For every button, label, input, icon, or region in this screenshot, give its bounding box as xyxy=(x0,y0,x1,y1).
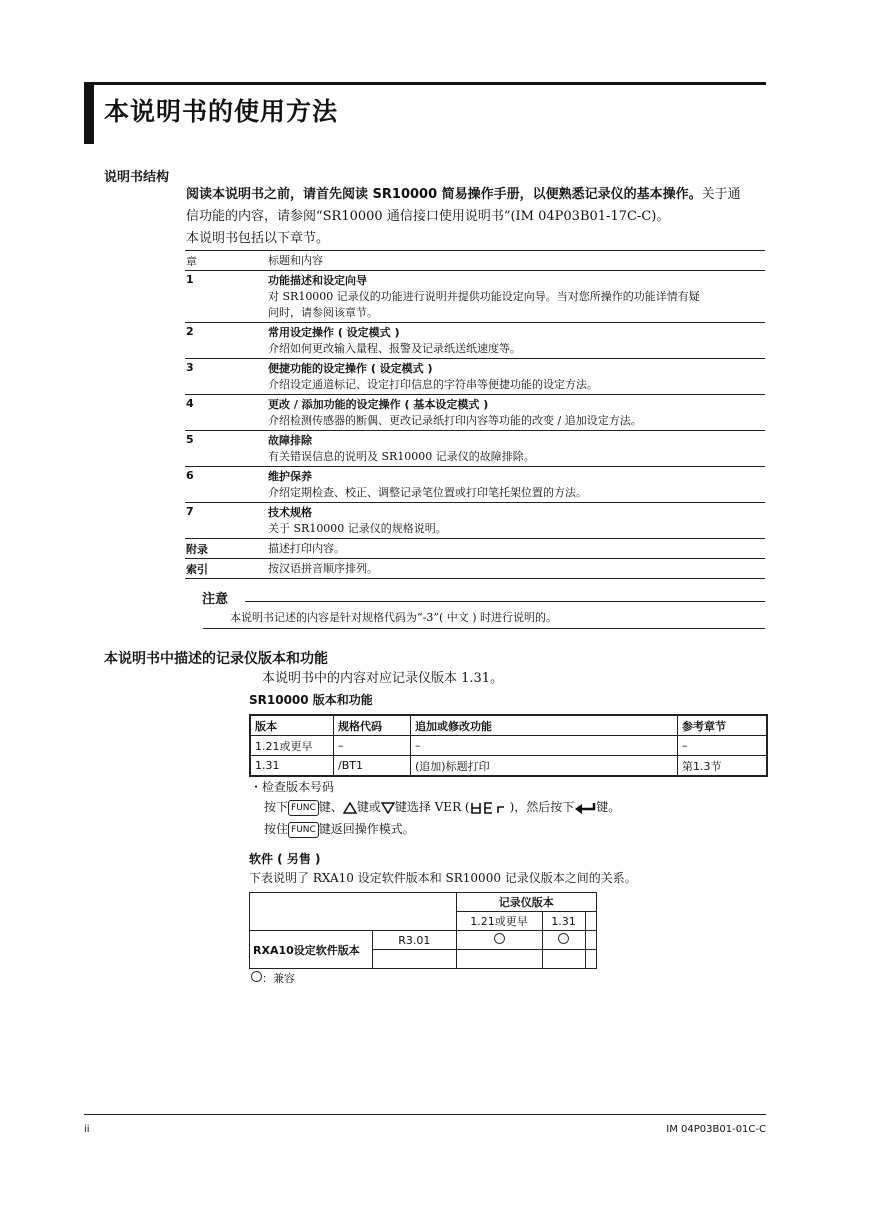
chapter-content xyxy=(268,467,765,502)
down-triangle-icon xyxy=(381,802,395,814)
table-cell-empty xyxy=(585,912,596,931)
chapter-number: 4 xyxy=(186,397,194,410)
chapter-description: 介绍设定通道标记、设定打印信息的字符串等便捷功能的设定方法。 xyxy=(268,378,598,391)
circle-icon xyxy=(494,933,505,944)
table-cell: 1.21或更早 xyxy=(250,736,334,756)
chapter-content xyxy=(268,271,765,322)
recorder-version-header: 记录仪版本 xyxy=(456,893,596,912)
table-cell: 1.31 xyxy=(542,912,585,931)
legend xyxy=(251,970,295,986)
table-cell-empty xyxy=(250,893,457,931)
chapter-content xyxy=(268,359,765,394)
check-step-1 xyxy=(264,798,620,816)
chapter-number: 索引 xyxy=(186,563,208,576)
step2-text-a: 按住 xyxy=(264,822,289,836)
structure-intro xyxy=(186,184,776,250)
circle-icon xyxy=(251,971,262,982)
table-cell-empty xyxy=(456,950,542,969)
vt-col-code: 规格代码 xyxy=(334,715,411,736)
chapter-number: 5 xyxy=(186,433,194,446)
table-row xyxy=(185,503,765,539)
chapter-number: 7 xyxy=(186,505,194,518)
table-cell: 第1.3节 xyxy=(678,756,768,777)
software-row-label: RXA10设定软件版本 xyxy=(250,931,373,969)
enter-key-icon xyxy=(574,802,596,814)
table-row xyxy=(185,431,765,467)
step1-text-b: 键、 xyxy=(318,800,343,814)
table-row xyxy=(185,539,765,559)
legend-text: ：兼容 xyxy=(262,972,295,985)
circle-icon xyxy=(558,933,569,944)
table-cell: – xyxy=(678,736,768,756)
chapter-table-header xyxy=(185,250,765,271)
chapter-number: 6 xyxy=(186,469,194,482)
chapter-content xyxy=(268,539,765,558)
footer-rule xyxy=(84,1114,766,1115)
chapter-title: 故障排除 xyxy=(268,434,312,447)
func-key-icon: FUNC xyxy=(288,800,319,816)
software-table xyxy=(249,892,597,969)
table-cell-empty xyxy=(585,931,596,950)
chapter-content xyxy=(268,503,765,538)
compat-mark xyxy=(542,931,585,950)
software-heading: 软件 ( 另售 ) xyxy=(249,852,321,866)
chapter-description: 介绍如何更改输入量程、报警及记录纸送纸速度等。 xyxy=(268,342,521,355)
step2-text-b: 键返回操作模式。 xyxy=(318,822,415,836)
vt-col-ref: 参考章节 xyxy=(678,715,768,736)
chapter-content xyxy=(268,431,765,466)
version-heading: 本说明书中描述的记录仪版本和功能 xyxy=(104,651,328,667)
chapter-title: 维护保养 xyxy=(268,470,312,483)
header-rule xyxy=(84,82,766,85)
intro-bold: 阅读本说明书之前，请首先阅读 SR10000 简易操作手册，以便熟悉记录仪的基本操作。 xyxy=(186,187,702,202)
chapter-title: 功能描述和设定向导 xyxy=(268,274,367,287)
chapter-title: 便捷功能的设定操作 ( 设定模式 ) xyxy=(268,362,433,375)
table-row xyxy=(250,756,767,777)
table-row xyxy=(185,467,765,503)
step1-text-e: )，然后按下 xyxy=(509,800,575,814)
version-line: 本说明书中的内容对应记录仪版本 1.31。 xyxy=(262,671,504,686)
step1-text-d: 键选择 VER ( xyxy=(394,800,470,814)
table-cell-empty xyxy=(373,950,457,969)
table-row xyxy=(250,931,597,950)
up-triangle-icon xyxy=(343,802,357,814)
document-number: IM 04P03B01-01C-C xyxy=(666,1124,766,1135)
table-cell: /BT1 xyxy=(334,756,411,777)
chapter-table xyxy=(185,250,765,579)
vt-col-function: 追加或修改功能 xyxy=(411,715,678,736)
chapter-number: 1 xyxy=(186,273,194,286)
check-version-title: ・检查版本号码 xyxy=(250,780,335,794)
table-cell: R3.01 xyxy=(373,931,457,950)
chapter-description: 描述打印内容。 xyxy=(268,542,345,555)
chapter-number: 3 xyxy=(186,361,194,374)
col-chapter: 章 xyxy=(186,255,197,268)
note-rule-top xyxy=(245,601,765,602)
title-bar xyxy=(84,82,94,144)
chapter-content xyxy=(268,323,765,358)
chapter-title: 常用设定操作 ( 设定模式 ) xyxy=(268,326,400,339)
chapter-description: 关于 SR10000 记录仪的规格说明。 xyxy=(268,522,447,535)
step1-text-c: 键或 xyxy=(356,800,381,814)
compat-mark xyxy=(456,931,542,950)
note-rule-bottom xyxy=(203,628,765,629)
chapter-description: 介绍检测传感器的断偶、更改记录纸打印内容等功能的改变 / 追加设定方法。 xyxy=(268,414,642,427)
table-row xyxy=(185,395,765,431)
note-text: 本说明书记述的内容是针对规格代码为“-3”( 中文 ) 时进行说明的。 xyxy=(230,611,558,624)
chapter-content xyxy=(268,559,765,578)
table-row xyxy=(185,559,765,579)
step1-text-f: 键。 xyxy=(596,800,621,814)
chapter-number: 2 xyxy=(186,325,194,338)
table-row xyxy=(185,359,765,395)
table-row xyxy=(185,323,765,359)
chapter-title: 更改 / 添加功能的设定操作 ( 基本设定模式 ) xyxy=(268,398,489,411)
chapter-description: 对 SR10000 记录仪的功能进行说明并提供功能设定向导。当对您所操作的功能详情有疑 问时，请参阅该章节。 xyxy=(268,290,700,319)
step1-text-a: 按下 xyxy=(264,800,289,814)
table-row xyxy=(250,893,597,912)
func-key-icon: FUNC xyxy=(288,822,319,838)
table-cell: – xyxy=(334,736,411,756)
table-cell: 1.21或更早 xyxy=(456,912,542,931)
intro-rest: 关于通 xyxy=(701,187,741,202)
intro-line2: 信功能的内容，请参阅“SR10000 通信接口使用说明书”(IM 04P03B01-17C-C)。 xyxy=(186,209,670,224)
structure-heading: 说明书结构 xyxy=(104,170,170,185)
intro-line3: 本说明书包括以下章节。 xyxy=(186,231,330,246)
version-table xyxy=(249,714,768,777)
table-cell-empty xyxy=(542,950,585,969)
check-step-2 xyxy=(264,820,415,838)
ver-display-glyph xyxy=(470,801,510,815)
chapter-description: 有关错误信息的说明及 SR10000 记录仪的故障排除。 xyxy=(268,450,535,463)
chapter-number: 附录 xyxy=(186,543,208,556)
chapter-title: 技术规格 xyxy=(268,506,312,519)
chapter-content xyxy=(268,395,765,430)
page-title: 本说明书的使用方法 xyxy=(104,97,339,126)
version-table-header xyxy=(250,715,767,736)
table-cell-empty xyxy=(585,950,596,969)
chapter-description: 介绍定期检查、校正、调整记录笔位置或打印笔托架位置的方法。 xyxy=(268,486,587,499)
table-cell: – xyxy=(411,736,678,756)
note-label: 注意 xyxy=(202,592,229,607)
table-cell: 1.31 xyxy=(250,756,334,777)
software-line: 下表说明了 RXA10 设定软件版本和 SR10000 记录仪版本之间的关系。 xyxy=(249,871,637,885)
version-subheading: SR10000 版本和功能 xyxy=(249,693,373,707)
table-cell: (追加)标题打印 xyxy=(411,756,678,777)
table-row xyxy=(185,271,765,323)
page-number: ii xyxy=(84,1124,90,1135)
chapter-description: 按汉语拼音顺序排列。 xyxy=(268,562,378,575)
vt-col-version: 版本 xyxy=(250,715,334,736)
table-row xyxy=(250,736,767,756)
col-title: 标题和内容 xyxy=(268,254,323,267)
